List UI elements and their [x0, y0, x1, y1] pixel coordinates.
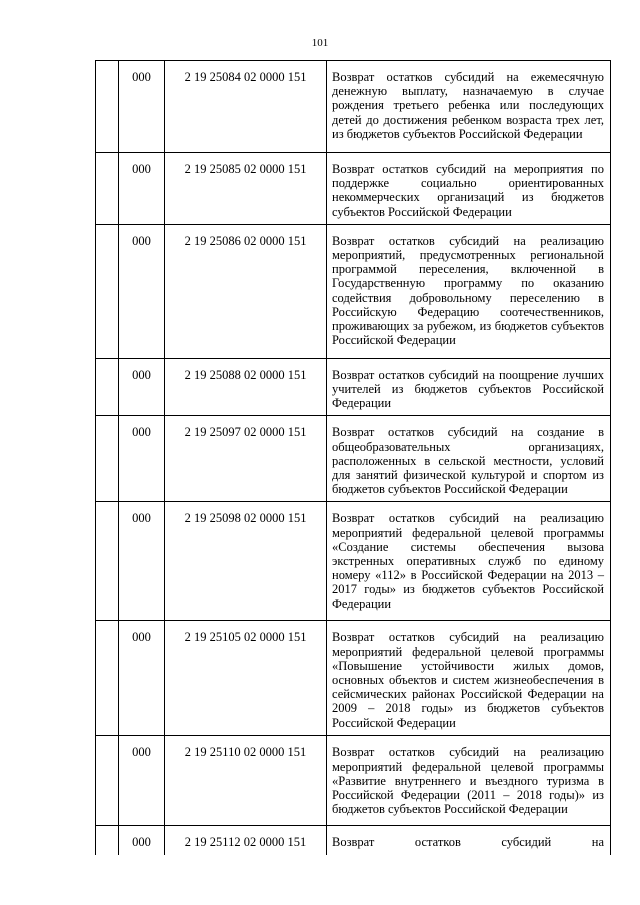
- budget-code-cell: 2 19 25098 02 0000 151: [165, 502, 327, 621]
- admin-code-cell: 000: [119, 61, 165, 153]
- revenue-name-cell: Возврат остатков субсидий на мероприятия по поддержке социально ориентированных некоммерческих организаций из бюджетов субъектов Российской Федерации: [327, 153, 611, 225]
- admin-code-cell: 000: [119, 736, 165, 826]
- admin-code-cell: 000: [119, 502, 165, 621]
- empty-cell: [96, 224, 119, 358]
- table-row: [96, 502, 611, 621]
- table-row: [96, 61, 611, 153]
- revenue-name-cell: Возврат остатков субсидий на реализацию мероприятий федеральной целевой программы «Повышение устойчивости жилых домов, основных объектов и систем жизнеобеспечения в сейсмических районах Российской Федерации на 2009 – 2018 годы» из бюджетов субъектов Российской Федерации: [327, 621, 611, 736]
- revenue-name-cell: Возврат остатков субсидий на поощрение лучших учителей из бюджетов субъектов Российской Федерации: [327, 358, 611, 416]
- budget-code-cell: 2 19 25110 02 0000 151: [165, 736, 327, 826]
- budget-code-cell: 2 19 25084 02 0000 151: [165, 61, 327, 153]
- table-row: [96, 826, 611, 855]
- empty-cell: [96, 621, 119, 736]
- empty-cell: [96, 736, 119, 826]
- admin-code-cell: 000: [119, 153, 165, 225]
- revenue-name-cell: Возврат остатков субсидий на: [327, 826, 611, 855]
- admin-code-cell: 000: [119, 826, 165, 855]
- table-row: [96, 358, 611, 416]
- empty-cell: [96, 61, 119, 153]
- empty-cell: [96, 153, 119, 225]
- table-row: [96, 416, 611, 502]
- revenue-name-cell: Возврат остатков субсидий на реализацию мероприятий федеральной целевой программы «Создание системы обеспечения вызова экстренных оперативных служб по единому номеру «112» в Российской Федерации на 2013 – 2017 годы» из бюджетов субъектов Российской Федерации: [327, 502, 611, 621]
- page-number: 101: [311, 37, 329, 49]
- revenue-name-cell: Возврат остатков субсидий на реализацию мероприятий, предусмотренных региональной программой переселения, включенной в Государственную программу по оказанию содействия добровольному переселению в Российскую Федерацию соотечественников, проживающих за рубежом, из бюджетов субъектов Российской Федерации: [327, 224, 611, 358]
- revenue-name-cell: Возврат остатков субсидий на создание в общеобразовательных организациях, расположенных в сельской местности, условий для занятий физической культурой и спортом из бюджетов субъектов Российской Федерации: [327, 416, 611, 502]
- empty-cell: [96, 826, 119, 855]
- table-row: [96, 224, 611, 358]
- admin-code-cell: 000: [119, 621, 165, 736]
- budget-code-cell: 2 19 25097 02 0000 151: [165, 416, 327, 502]
- table-row: [96, 736, 611, 826]
- table-row: [96, 153, 611, 225]
- table-row: [96, 621, 611, 736]
- admin-code-cell: 000: [119, 358, 165, 416]
- empty-cell: [96, 416, 119, 502]
- budget-classification-table: [95, 60, 611, 855]
- revenue-name-cell: Возврат остатков субсидий на реализацию мероприятий федеральной целевой программы «Развитие внутреннего и въездного туризма в Российской Федерации (2011 – 2018 годы)» из бюджетов субъектов Российской Федерации: [327, 736, 611, 826]
- admin-code-cell: 000: [119, 224, 165, 358]
- budget-code-cell: 2 19 25085 02 0000 151: [165, 153, 327, 225]
- budget-code-cell: 2 19 25112 02 0000 151: [165, 826, 327, 855]
- empty-cell: [96, 358, 119, 416]
- empty-cell: [96, 502, 119, 621]
- budget-code-cell: 2 19 25086 02 0000 151: [165, 224, 327, 358]
- budget-code-cell: 2 19 25105 02 0000 151: [165, 621, 327, 736]
- budget-code-cell: 2 19 25088 02 0000 151: [165, 358, 327, 416]
- revenue-name-cell: Возврат остатков субсидий на ежемесячную денежную выплату, назначаемую в случае рождения третьего ребенка или последующих детей до достижения ребенком возраста трех лет, из бюджетов субъектов Российской Федерации: [327, 61, 611, 153]
- admin-code-cell: 000: [119, 416, 165, 502]
